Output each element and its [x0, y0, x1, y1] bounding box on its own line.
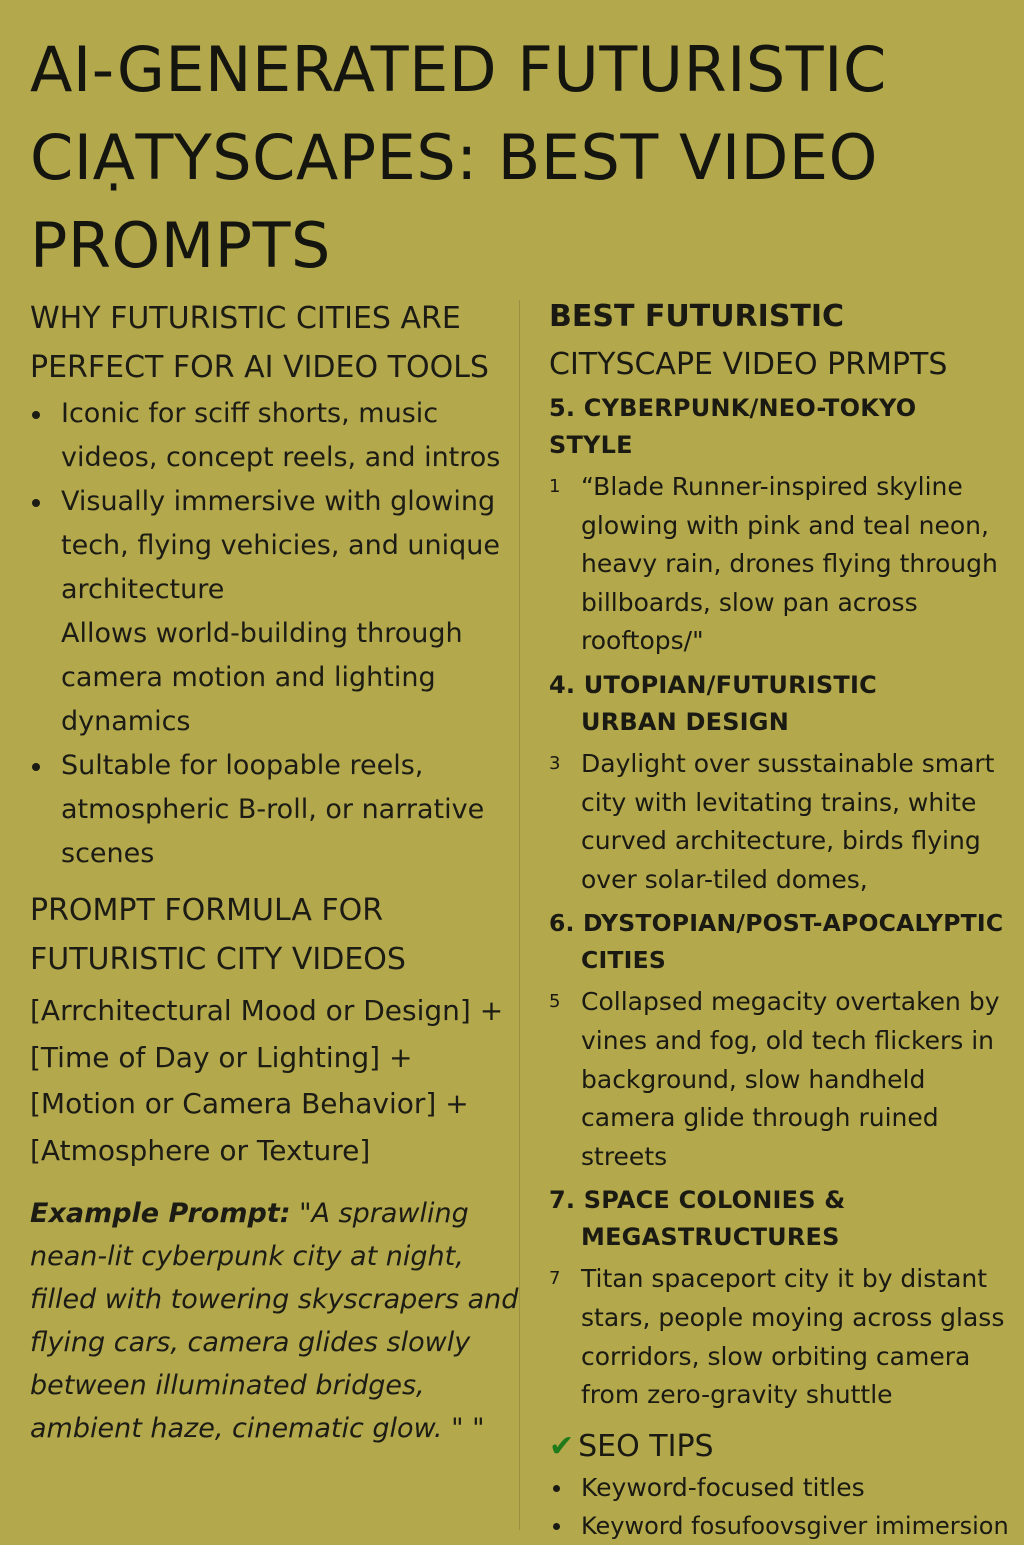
prompt-text: Daylight over susstainable smart city with levitating trains, white curved architecture, birds flying over solar-tiled domes,	[581, 748, 995, 894]
category-dystopian	[549, 905, 1024, 1176]
category-title-line2: CITIES	[581, 946, 666, 975]
seo-title	[549, 1425, 1024, 1469]
category-title	[549, 390, 1024, 464]
right-column	[549, 294, 1024, 1545]
category-title	[549, 905, 1024, 979]
prompt-text: Titan spaceport city it by distant stars, people moying across glass corridors, slow orbiting camera from zero-gravity shuttle	[581, 1264, 1005, 1410]
bullet-text: Visually immersive with glowing tech, flying vehicies, and unique architecture	[61, 486, 501, 605]
prompt-text: Collapsed megacity overtaken by vines and fog, old tech flickers in background, slow handheld camera glide through ruined streets	[581, 987, 1000, 1171]
seo-item-text: Keyword fosufoovsgiver imimersion	[581, 1511, 1009, 1540]
category-utopian	[549, 667, 1024, 899]
bullet-icon	[32, 499, 40, 507]
formula-heading: PROMPT FORMULA FOR FUTURISTIC CITY VIDEOS	[30, 893, 406, 977]
bullet-text: Sultable for loopable reels, atmospheric B-roll, or narrative scenes	[61, 750, 485, 869]
formula-line: [Time of Day or Lighting] +	[30, 1040, 413, 1074]
category-prompt	[549, 468, 1024, 661]
category-title-line2: URBAN DESIGN	[581, 707, 789, 736]
prompts-heading-line1: BEST FUTURISTIC	[549, 299, 845, 334]
category-title	[549, 1182, 1024, 1256]
list-item	[549, 1469, 1024, 1507]
example-prompt	[30, 1192, 520, 1450]
prompt-number: 7	[549, 1268, 561, 1290]
formula-line: [Arrchitectural Mood or Design] +	[30, 994, 504, 1027]
list-item	[549, 1507, 1024, 1545]
prompts-heading-line2: CITYSCAPE VIDEO PRMPTS	[549, 347, 948, 382]
list-item	[30, 392, 520, 480]
formula-line: [Motion or Camera Behavior] +	[30, 1087, 469, 1120]
seo-title-text: SEO TIPS	[578, 1428, 714, 1464]
why-heading: WHY FUTURISTIC CITIES ARE PERFECT FOR AI VIDEO TOOLS	[30, 301, 489, 385]
category-space-colonies	[549, 1182, 1024, 1414]
left-column	[30, 294, 520, 1477]
category-title	[549, 667, 1024, 741]
prompt-number: 3	[549, 752, 561, 774]
formula-line: [Atmosphere or Texture]	[30, 1133, 371, 1167]
prompt-formula	[30, 988, 520, 1174]
category-title-line2: MEGASTRUCTURES	[581, 1223, 840, 1252]
checkmark-icon: ✔	[549, 1428, 575, 1464]
list-item	[30, 480, 520, 612]
category-cyberpunk	[549, 390, 1024, 661]
list-item	[30, 744, 520, 876]
seo-list	[549, 1469, 1024, 1545]
example-label: Example Prompt:	[30, 1198, 291, 1229]
bullet-icon	[553, 1523, 560, 1530]
category-prompt	[549, 983, 1024, 1176]
seo-item-text: Keyword-focused titles	[581, 1472, 865, 1502]
seo-tips	[549, 1425, 1024, 1545]
category-title-line1: 7. SPACE COLONIES &	[549, 1186, 846, 1215]
prompt-number: 1	[549, 476, 561, 497]
bullet-text: Allows world-building through camera motion and lighting dynamics	[61, 618, 463, 737]
category-title-line2: STYLE	[549, 431, 633, 459]
example-text: "A sprawling nean-lit cyberpunk city at night, filled with towering skyscrapers and flying cars, camera glides slowly between illuminated bridges, ambient haze, cinematic glow. " "	[30, 1198, 519, 1444]
prompt-text: “Blade Runner-inspired skyline glowing with pink and teal neon, heavy rain, drones flying through billboards, slow pan across rooftops/"	[581, 472, 998, 656]
category-prompt	[549, 745, 1024, 899]
bullet-icon	[32, 411, 40, 419]
page-title: AI-GENERATED FUTURISTIC CIẠTYSCAPES: BEST VIDEO PROMPTS	[30, 33, 887, 282]
prompt-number: 5	[549, 991, 561, 1013]
list-item	[30, 612, 520, 744]
why-bullet-list	[30, 392, 520, 876]
category-title-line1: 5. CYBERPUNK/NEO-TOKYO	[549, 394, 917, 422]
category-title-line1: 6. DYSTOPIAN/POST-APOCALYPTIC	[549, 909, 1004, 938]
bullet-icon	[553, 1485, 560, 1492]
bullet-icon	[32, 763, 40, 771]
bullet-text: Iconic for sciff shorts, music videos, concept reels, and intros	[61, 398, 501, 473]
category-prompt	[549, 1260, 1024, 1414]
category-title-line1: 4. UTOPIAN/FUTURISTIC	[549, 670, 877, 699]
